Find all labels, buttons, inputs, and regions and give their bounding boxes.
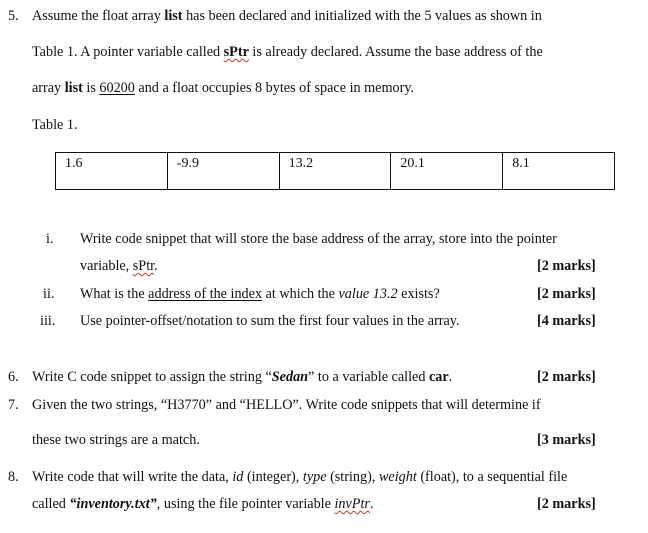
sub-ii-line: [80, 286, 440, 303]
sub-ii-b: address of the index: [148, 286, 263, 302]
q8-l1-a: Write code that will write the data,: [32, 469, 233, 485]
sub-ii-marks: [2 marks]: [537, 286, 596, 302]
sub-ii-d: value 13.2: [338, 286, 398, 302]
q6-a: Write C code snippet to assign the string “: [32, 369, 272, 385]
sub-i-marks: [2 marks]: [537, 258, 596, 274]
table-cell: 13.2: [279, 153, 391, 190]
q5-l3-address: 60200: [99, 80, 135, 96]
q8-l2-c: , using the file pointer variable: [156, 496, 335, 512]
q5-l1-a: Assume the float array: [32, 8, 165, 24]
table-row: [56, 153, 615, 190]
q8-l1-g: (float), to a sequential file: [416, 469, 568, 485]
q7-number: 7.: [8, 397, 19, 413]
table-caption: Table 1.: [32, 117, 78, 133]
q5-line-1: [32, 8, 542, 25]
sub-i-number: i.: [46, 231, 54, 247]
sub-ii-e: exists?: [397, 286, 440, 302]
q8-line-2: [32, 496, 373, 513]
q6-b: Sedan: [271, 369, 309, 385]
sub-iii-marks: [4 marks]: [537, 313, 596, 329]
q6-number: 6.: [8, 369, 19, 385]
q8-l2-d: invPtr: [334, 496, 370, 512]
q5-l2-a: Table 1. A pointer variable called: [32, 44, 224, 60]
q8-number: 8.: [8, 469, 19, 485]
q8-l1-d: type: [302, 469, 327, 485]
table-cell: 1.6: [56, 153, 168, 190]
q5-l3-e: and a float occupies 8 bytes of space in memory.: [134, 80, 415, 96]
sub-i-line-2: [80, 258, 158, 275]
sub-ii-number: ii.: [43, 286, 55, 302]
sub-i-line-1: Write code snippet that will store the base address of the array, store into the pointer: [80, 231, 557, 247]
q6-line: [32, 369, 452, 386]
sub-ii-a: What is the: [80, 286, 149, 302]
table-cell: 8.1: [503, 153, 615, 190]
q7-line-1: Given the two strings, “H3770” and “HELLO”. Write code snippets that will determine if: [32, 397, 541, 413]
q5-number: 5.: [8, 8, 19, 24]
q7-marks: [3 marks]: [537, 432, 596, 448]
q8-l2-e: .: [369, 496, 374, 512]
sub-iii-number: iii.: [40, 313, 56, 329]
q8-l1-b: id: [232, 469, 244, 485]
q8-marks: [2 marks]: [537, 496, 596, 512]
table-cell: 20.1: [391, 153, 503, 190]
q5-l3-c: is: [82, 80, 100, 96]
q6-e: .: [448, 369, 453, 385]
q5-l2-sptr: sPtr: [223, 44, 249, 60]
sub-i-l2-c: .: [154, 258, 158, 274]
sub-iii-line: Use pointer-offset/notation to sum the first four values in the array.: [80, 313, 460, 329]
q8-line-1: [32, 469, 567, 486]
sub-ii-c: at which the: [262, 286, 339, 302]
q6-d: car: [428, 369, 449, 385]
sub-i-l2-a: variable,: [80, 258, 133, 274]
q5-line-3: [32, 80, 414, 97]
q5-l3-a: array: [32, 80, 65, 96]
sub-i-l2-sptr: sPtr: [132, 258, 155, 274]
q8-l1-c: (integer),: [243, 469, 303, 485]
q5-l1-c: has been declared and initialized with the 5 values as shown in: [182, 8, 542, 24]
q8-l2-b: “inventory.txt”: [69, 496, 157, 512]
q5-l2-c: is already declared. Assume the base address of the: [248, 44, 543, 60]
values-table: [55, 152, 615, 190]
q8-l2-a: called: [32, 496, 70, 512]
q6-marks: [2 marks]: [537, 369, 596, 385]
q7-line-2: these two strings are a match.: [32, 432, 200, 448]
q5-l1-list: list: [164, 8, 183, 24]
q8-l1-e: (string),: [326, 469, 379, 485]
q5-l3-list: list: [64, 80, 83, 96]
q6-c: ” to a variable called: [308, 369, 429, 385]
q8-l1-f: weight: [378, 469, 417, 485]
q5-line-2: [32, 44, 543, 61]
table-cell: -9.9: [167, 153, 279, 190]
